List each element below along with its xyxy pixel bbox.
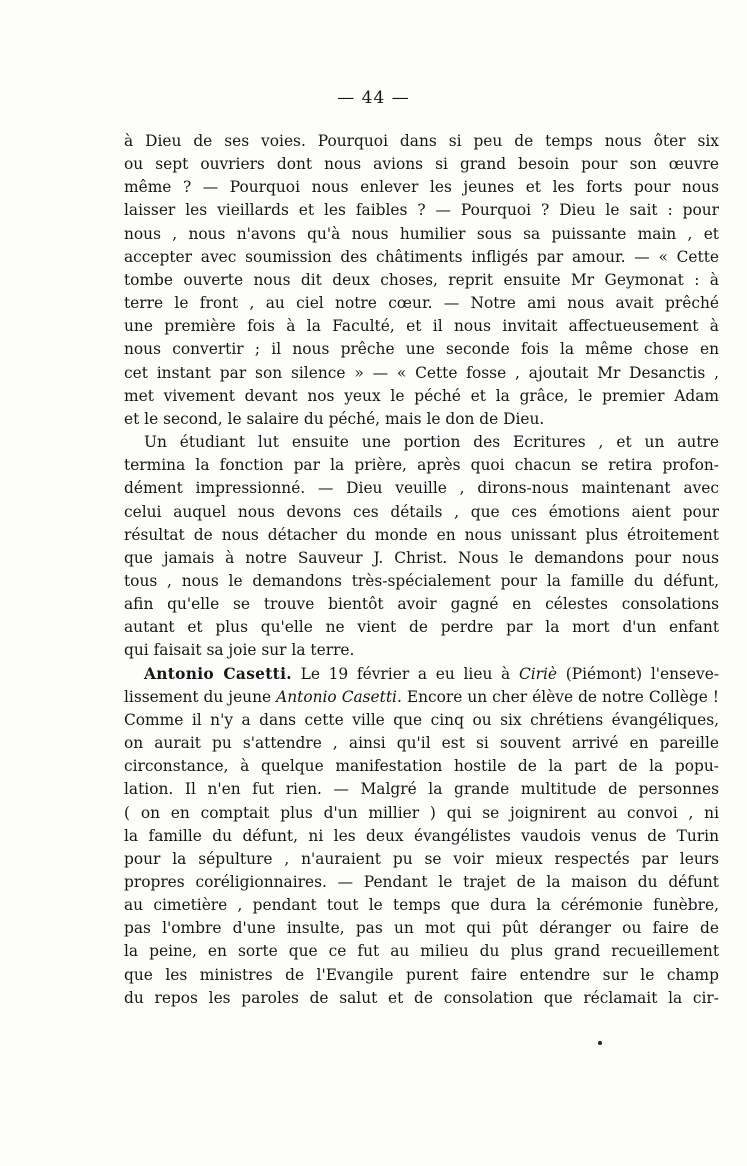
text-line: tombe ouverte nous dit deux choses, reprit ensuite Mr Geymonat : à [124, 270, 719, 289]
text-line: on aurait pu s'attendre , ainsi qu'il est si souvent arrivé en pareille [124, 734, 719, 753]
text-line: même ? — Pourquoi nous enlever les jeunes et les forts pour nous [124, 178, 719, 197]
text-run: Encore un cher élève de notre Collège ! [401, 687, 719, 706]
text-line [124, 686, 719, 709]
text-line: Comme il n'y a dans cette ville que cinq ou six chrétiens évangéliques, [124, 710, 719, 729]
text-line: résultat de nous détacher du monde en nous unissant plus étroitement [124, 525, 719, 544]
text-line: termina la fonction par la prière, après quoi chacun se retira profon- [124, 456, 719, 475]
person-name: Antonio Casetti. [276, 687, 402, 706]
text-line: laisser les vieillards et les faibles ? — Pourquoi ? Dieu le sait : pour [124, 201, 719, 220]
paragraph-3 [124, 663, 719, 1010]
text-line: celui auquel nous devons ces détails , que ces émotions aient pour [124, 502, 719, 521]
body-text [124, 130, 719, 1010]
paragraph-1 [124, 130, 719, 431]
text-line: lation. Il n'en fut rien. — Malgré la grande multitude de personnes [124, 780, 719, 799]
text-run: (Piémont) l'enseve- [557, 664, 719, 683]
text-line: du repos les paroles de salut et de consolation que réclamait la cir- [124, 988, 719, 1007]
text-line: propres coréligionnaires. — Pendant le trajet de la maison du défunt [124, 873, 719, 891]
text-line: met vivement devant nos yeux le péché et la grâce, le premier Adam [124, 386, 719, 405]
text-line [124, 663, 719, 686]
text-line: une première fois à la Faculté, et il nous invitait affectueusement à [124, 317, 719, 336]
text-line: ou sept ouvriers dont nous avions si grand besoin pour son œuvre [124, 155, 719, 174]
text-line: nous convertir ; il nous prêche une seconde fois la même chose en [124, 340, 719, 359]
place-name: Ciriè [518, 664, 558, 683]
paragraph-2 [124, 431, 719, 663]
text-line: que les ministres de l'Evangile purent faire entendre sur le champ [124, 965, 719, 984]
text-line: afin qu'elle se trouve bientôt avoir gagné en célestes consolations [124, 595, 719, 614]
text-line: ( on en comptait plus d'un millier ) qui se joignirent au convoi , ni [124, 803, 719, 822]
text-line: Un étudiant lut ensuite une portion des Ecritures , et un autre [144, 433, 719, 452]
page-number: — 44 — [337, 88, 410, 108]
text-run: Le 19 février a eu lieu à [291, 664, 519, 683]
text-line: cet instant par son silence » — « Cette fosse , ajoutait Mr Desanctis , [124, 363, 719, 382]
text-line: pas l'ombre d'une insulte, pas un mot qui pût déranger ou faire de [124, 919, 719, 938]
ink-dot [598, 1041, 602, 1045]
text-run: lissement du jeune [124, 687, 277, 706]
text-line: terre le front , au ciel notre cœur. — Notre ami nous avait prêché [124, 294, 719, 313]
text-line: autant et plus qu'elle ne vient de perdre par la mort d'un enfant [124, 618, 719, 637]
text-line: qui faisait sa joie sur la terre. [124, 641, 355, 660]
text-line: circonstance, à quelque manifestation hostile de la part de la popu- [124, 757, 719, 776]
text-line: la peine, en sorte que ce fut au milieu du plus grand recueillement [124, 942, 719, 961]
text-line: au cimetière , pendant tout le temps que dura la cérémonie funèbre, [124, 896, 719, 915]
text-line: pour la sépulture , n'auraient pu se voir mieux respectés par leurs [124, 849, 719, 868]
text-line: à Dieu de ses voies. Pourquoi dans si peu de temps nous ôter six [124, 132, 719, 150]
section-heading-name: Antonio Casetti. [144, 664, 292, 683]
text-line: la famille du défunt, ni les deux évangélistes vaudois venus de Turin [124, 826, 719, 845]
text-line: que jamais à notre Sauveur J. Christ. Nous le demandons pour nous [124, 548, 719, 567]
text-line: nous , nous n'avons qu'à nous humilier sous sa puissante main , et [124, 224, 719, 243]
text-line: accepter avec soumission des châtiments infligés par amour. — « Cette [124, 247, 719, 266]
text-line: dément impressionné. — Dieu veuille , dirons-nous maintenant avec [124, 479, 719, 498]
text-line: et le second, le salaire du péché, mais le don de Dieu. [124, 409, 545, 428]
text-line: tous , nous le demandons très-spécialement pour la famille du défunt, [124, 571, 719, 590]
